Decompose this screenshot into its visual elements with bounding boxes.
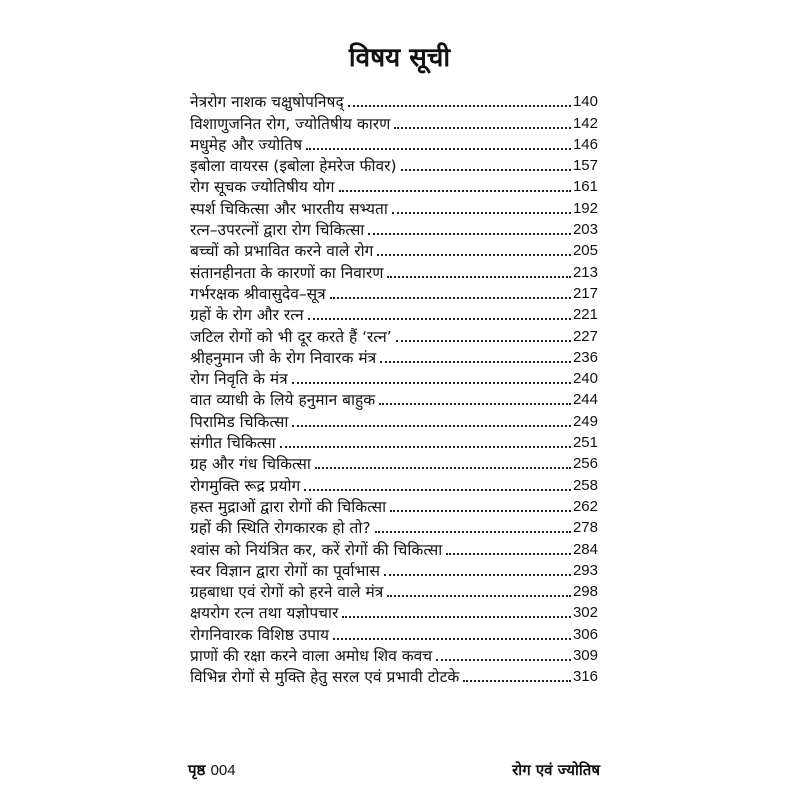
toc-entry-page: 227 xyxy=(572,327,598,345)
toc-entry xyxy=(190,580,598,601)
toc-entry-title: रोग निवृति के मंत्र xyxy=(190,370,288,389)
toc-leader-dots xyxy=(342,616,571,618)
toc-entry-page: 161 xyxy=(572,178,598,196)
toc-entry-title: रोगनिवारक विशिष्ठ उपाय xyxy=(190,625,330,644)
toc-leader-dots xyxy=(292,425,571,427)
toc-entry-page: 192 xyxy=(572,199,598,217)
toc-entry-title: ग्रहों की स्थिति रोगकारक हो तो? xyxy=(190,519,371,538)
toc-entry xyxy=(190,175,598,196)
table-of-contents xyxy=(190,90,598,686)
toc-entry-title: ग्रह और गंध चिकित्सा xyxy=(190,455,311,474)
toc-entry xyxy=(190,601,598,622)
toc-leader-dots xyxy=(463,680,571,682)
toc-entry-page: 278 xyxy=(572,519,598,537)
toc-leader-dots xyxy=(306,148,571,150)
toc-leader-dots xyxy=(330,297,571,299)
toc-entry-page: 221 xyxy=(572,306,598,324)
toc-leader-dots xyxy=(394,127,571,129)
toc-entry xyxy=(190,282,598,303)
toc-entry-title: रोगमुक्ति रूद्र प्रयोग xyxy=(190,476,301,495)
toc-entry xyxy=(190,644,598,665)
toc-leader-dots xyxy=(375,531,571,533)
toc-entry xyxy=(190,218,598,239)
toc-entry-page: 316 xyxy=(572,668,598,686)
toc-entry xyxy=(190,324,598,345)
toc-leader-dots xyxy=(401,169,571,171)
toc-entry-page: 157 xyxy=(572,157,598,175)
toc-leader-dots xyxy=(333,638,571,640)
toc-entry xyxy=(190,367,598,388)
toc-entry-page: 302 xyxy=(572,604,598,622)
toc-entry xyxy=(190,90,598,111)
page-title: विषय सूची xyxy=(348,43,451,73)
toc-leader-dots xyxy=(304,489,571,491)
toc-entry-title: संगीत चिकित्सा xyxy=(190,434,276,453)
toc-leader-dots xyxy=(377,254,571,256)
toc-entry xyxy=(190,196,598,217)
toc-entry-page: 293 xyxy=(572,561,598,579)
toc-entry xyxy=(190,473,598,494)
toc-leader-dots xyxy=(384,574,571,576)
toc-entry-title: रत्न–उपरत्नों द्वारा रोग चिकित्सा xyxy=(190,221,365,240)
toc-entry-title: विशाणुजनित रोग, ज्योतिषीय कारण xyxy=(190,114,391,133)
toc-entry-page: 284 xyxy=(572,540,598,558)
toc-entry xyxy=(190,452,598,473)
toc-entry-page: 240 xyxy=(572,370,598,388)
toc-leader-dots xyxy=(436,659,571,661)
toc-entry-page: 146 xyxy=(572,135,598,153)
toc-entry-title: विभिन्न रोगों से मुक्ति हेतु सरल एवं प्रभावी टोटके xyxy=(190,668,460,687)
toc-entry-title: प्राणों की रक्षा करने वाला अमोध शिव कवच xyxy=(190,647,433,666)
toc-entry xyxy=(190,346,598,367)
footer-page-label: पृष्ठ xyxy=(188,761,206,779)
toc-entry-page: 251 xyxy=(572,434,598,452)
toc-leader-dots xyxy=(308,318,571,320)
toc-entry-title: क्षयरोग रत्न तथा यज्ञोपचार xyxy=(190,604,339,623)
toc-entry xyxy=(190,154,598,175)
footer-page-number xyxy=(188,760,236,780)
toc-entry-page: 258 xyxy=(572,476,598,494)
footer-book-title: रोग एवं ज्योतिष xyxy=(512,761,600,779)
toc-entry xyxy=(190,133,598,154)
toc-entry-title: बच्चों को प्रभावित करने वाले रोग xyxy=(190,242,374,261)
toc-entry-page: 244 xyxy=(572,391,598,409)
toc-entry xyxy=(190,559,598,580)
toc-entry-title: श्रीहनुमान जी के रोग निवारक मंत्र xyxy=(190,348,377,367)
toc-leader-dots xyxy=(292,382,571,384)
toc-leader-dots xyxy=(392,212,571,214)
toc-entry-title: इबोला वायरस (इबोला हेमरेज फीवर) xyxy=(190,157,397,176)
toc-entry-page: 306 xyxy=(572,625,598,643)
toc-leader-dots xyxy=(390,510,571,512)
toc-entry xyxy=(190,622,598,643)
toc-entry xyxy=(190,260,598,281)
toc-entry-title: ग्रहबाधा एवं रोगों को हरने वाले मंत्र xyxy=(190,583,384,602)
toc-leader-dots xyxy=(446,553,571,555)
toc-leader-dots xyxy=(348,105,571,107)
toc-entry xyxy=(190,409,598,430)
toc-entry-title: मधुमेह और ज्योतिष xyxy=(190,135,303,154)
toc-leader-dots xyxy=(387,276,571,278)
toc-leader-dots xyxy=(387,595,571,597)
toc-entry-page: 236 xyxy=(572,348,598,366)
toc-entry xyxy=(190,431,598,452)
toc-entry xyxy=(190,111,598,132)
toc-entry-title: स्पर्श चिकित्सा और भारतीय सभ्यता xyxy=(190,199,388,218)
toc-leader-dots xyxy=(396,340,571,342)
toc-entry-title: स्वर विज्ञान द्वारा रोगों का पूर्वाभास xyxy=(190,561,380,580)
toc-entry xyxy=(190,537,598,558)
toc-entry-title: संतानहीनता के कारणों का निवारण xyxy=(190,263,384,282)
toc-entry xyxy=(190,665,598,686)
toc-entry xyxy=(190,388,598,409)
footer-page-value: 004 xyxy=(210,762,236,779)
toc-entry xyxy=(190,239,598,260)
toc-entry-page: 205 xyxy=(572,242,598,260)
toc-entry-title: पिरामिड चिकित्सा xyxy=(190,412,289,431)
toc-entry-title: श्वांस को नियंत्रित कर, करें रोगों की चिकित्सा xyxy=(190,540,443,559)
toc-entry xyxy=(190,303,598,324)
toc-entry-page: 203 xyxy=(572,221,598,239)
toc-leader-dots xyxy=(380,361,571,363)
toc-entry-title: रोग सूचक ज्योतिषीय योग xyxy=(190,178,335,197)
toc-entry-page: 142 xyxy=(572,114,598,132)
toc-entry xyxy=(190,495,598,516)
toc-entry-title: गर्भरक्षक श्रीवासुदेव–सूत्र xyxy=(190,284,326,303)
toc-entry-page: 298 xyxy=(572,583,598,601)
toc-leader-dots xyxy=(379,403,571,405)
toc-entry-page: 140 xyxy=(572,93,598,111)
toc-leader-dots xyxy=(315,467,571,469)
toc-entry-title: ग्रहों के रोग और रत्न xyxy=(190,306,304,325)
toc-entry-title: जटिल रोगों को भी दूर करते हैं ‘रत्न’ xyxy=(190,327,392,346)
toc-leader-dots xyxy=(280,446,571,448)
toc-entry-page: 262 xyxy=(572,497,598,515)
toc-entry-page: 213 xyxy=(572,263,598,281)
toc-entry-title: वात व्याधी के लिये हनुमान बाहुक xyxy=(190,391,376,410)
toc-entry-page: 256 xyxy=(572,455,598,473)
toc-entry-page: 309 xyxy=(572,647,598,665)
toc-entry xyxy=(190,516,598,537)
toc-entry-page: 249 xyxy=(572,412,598,430)
toc-entry-title: हस्त मुद्राओं द्वारा रोगों की चिकित्सा xyxy=(190,497,387,516)
toc-leader-dots xyxy=(339,190,571,192)
toc-leader-dots xyxy=(368,233,571,235)
toc-entry-title: नेत्ररोग नाशक चक्षुषोपनिषद् xyxy=(190,93,344,112)
toc-entry-page: 217 xyxy=(572,284,598,302)
